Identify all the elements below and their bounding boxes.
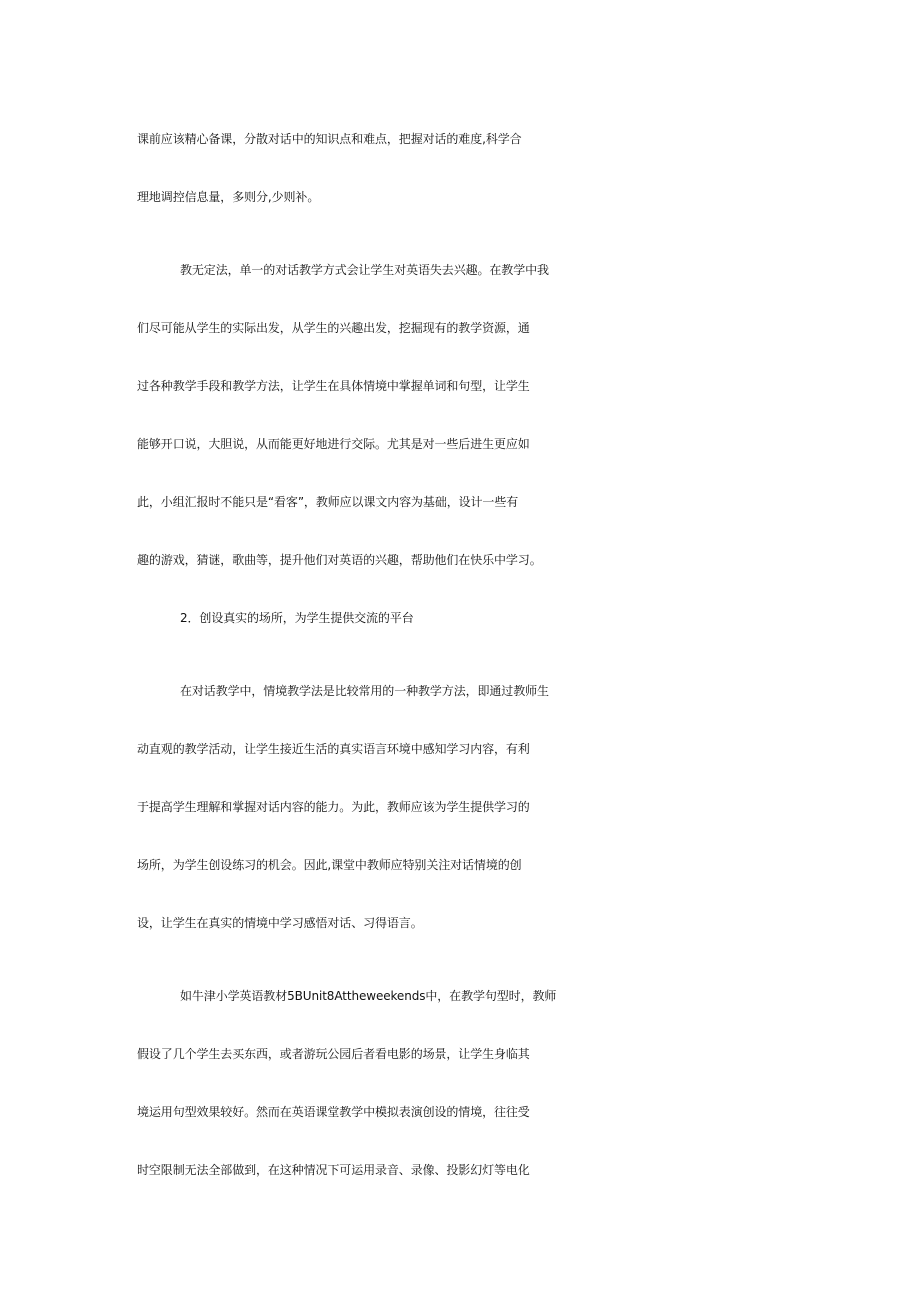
paragraph-3-line-4: 场所，为学生创设练习的机会。因此,课堂中教师应特别关注对话情境的创	[137, 858, 522, 872]
paragraph-1-line-1: 课前应该精心备课，分散对话中的知识点和难点，把握对话的难度,科学合	[137, 132, 522, 146]
section-heading: 2．创设真实的场所，为学生提供交流的平台	[180, 611, 414, 625]
paragraph-2-line-4: 能够开口说，大胆说，从而能更好地进行交际。尤其是对一些后进生更应如	[137, 437, 530, 451]
paragraph-4-line-1: 如牛津小学英语教材5BUnit8Attheweekends中，在教学句型时，教师	[180, 989, 557, 1003]
paragraph-3-line-2: 动直观的教学活动，让学生接近生活的真实语言环境中感知学习内容，有利	[137, 742, 530, 756]
paragraph-2-line-1: 教无定法，单一的对话教学方式会让学生对英语失去兴趣。在教学中我	[180, 263, 549, 277]
paragraph-4-line-3: 境运用句型效果较好。然而在英语课堂教学中模拟表演创设的情境，往往受	[137, 1105, 530, 1119]
paragraph-2-line-2: 们尽可能从学生的实际出发，从学生的兴趣出发，挖掘现有的教学资源，通	[137, 321, 530, 335]
paragraph-2-line-3: 过各种教学手段和教学方法，让学生在具体情境中掌握单词和句型，让学生	[137, 379, 530, 393]
paragraph-4-line-4: 时空限制无法全部做到，在这种情况下可运用录音、录像、投影幻灯等电化	[137, 1163, 530, 1177]
paragraph-2-line-5: 此，小组汇报时不能只是“看客”，教师应以课文内容为基础，设计一些有	[137, 495, 519, 509]
paragraph-1-line-2: 理地调控信息量，多则分,少则补。	[137, 190, 320, 204]
paragraph-3-line-3: 于提高学生理解和掌握对话内容的能力。为此，教师应该为学生提供学习的	[137, 800, 530, 814]
paragraph-3-line-1: 在对话教学中，情境教学法是比较常用的一种教学方法，即通过教师生	[180, 684, 549, 698]
paragraph-3-line-5: 设，让学生在真实的情境中学习感悟对话、习得语言。	[137, 916, 423, 930]
paragraph-4-line-2: 假设了几个学生去买东西，或者游玩公园后者看电影的场景，让学生身临其	[137, 1047, 530, 1061]
paragraph-2-line-6: 趣的游戏，猜谜，歌曲等，提升他们对英语的兴趣，帮助他们在快乐中学习。	[137, 553, 542, 567]
